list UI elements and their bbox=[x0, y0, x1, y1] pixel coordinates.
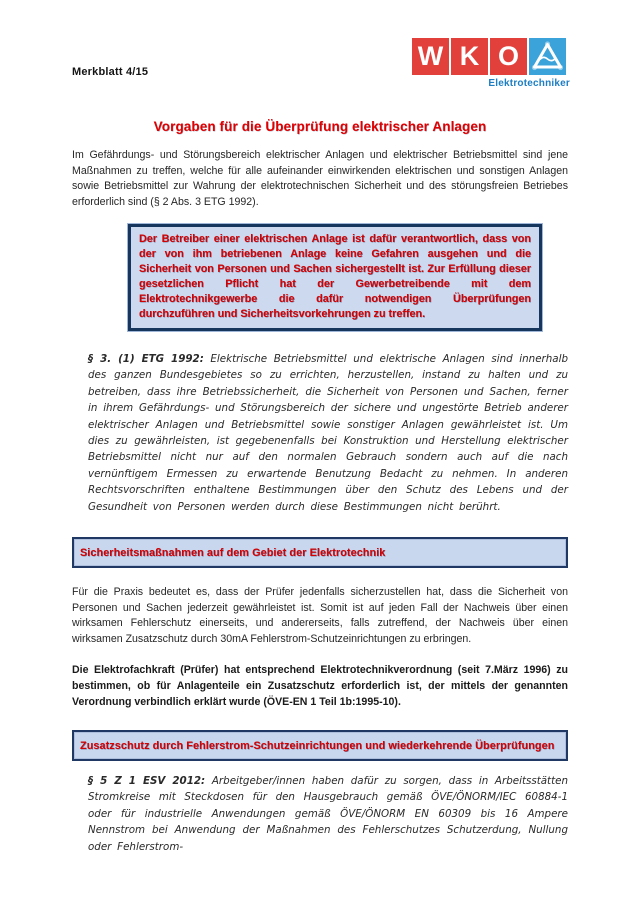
page-title: Vorgaben für die Überprüfung elektrischer Anlagen bbox=[153, 119, 487, 134]
quote-esv-body: Arbeitgeber/innen haben dafür zu sorgen, dass in Arbeitsstätten Stromkreise mit Steckdosen für den Hausgebrauch gemäß ÖVE/ÖNORM/IEC 60884-1 oder für industrielle Anwendungen gemäß ÖVE/ÖNORM EN 60309 bis 16 Ampere Nennstrom bei Anwendung der Maßnahmen des Fehlerschutzes Schutzerdung, Nullung oder Fehlerstrom- bbox=[88, 775, 568, 853]
notice-box-text: Der Betreiber einer elektrischen Anlage ist dafür verantwortlich, dass von der von ihm betriebenen Anlage keine Gefahren ausgehen und die Sicherheit von Personen und Sachen sichergestellt ist. Zur Erfüllung dieser gesetzlichen Pflicht hat der Gewerbetreibende mit dem Elektrotechnikgewerbe die dafür notwendigen Überprüfungen durchzuführen und Sicherheitsvorkehrungen zu treffen. bbox=[139, 233, 531, 320]
section-heading-2-label: Zusatzschutz durch Fehlerstrom-Schutzeinrichtungen und wiederkehrende Überprüfungen bbox=[80, 740, 555, 753]
elektrofachkraft-paragraph: Die Elektrofachkraft (Prüfer) hat entsprechend Elektrotechnikverordnung (seit 7.März 1996) zu bestimmen, ob für Anlagenteile ein Zusatzschutz erforderlich ist, der mittels der genannten Verordnung verbindlich erklärt wurde (ÖVE-EN 1 Teil 1b:1995-10). bbox=[72, 664, 568, 709]
logo-letter-w: W bbox=[412, 38, 449, 75]
intro-paragraph: Im Gefährdungs- und Störungsbereich elektrischer Anlagen und elektrischer Betriebsmittel sind jene Maßnahmen zu treffen, welche für alle aufeinander einwirkenden elektrischen und sonstigen Anlagen sowie Betriebsmittel zur Wahrung der elektrotechnischen Sicherheit und des störungsfreien Betriebes erforderlich sind (§ 2 Abs. 3 ETG 1992). bbox=[72, 149, 568, 208]
page-header bbox=[72, 0, 568, 100]
logo-brand-label: Elektrotechniker bbox=[488, 78, 570, 89]
logo-letter-k: K bbox=[451, 38, 488, 75]
wko-logo-squares bbox=[412, 38, 570, 75]
section-heading-zusatzschutz bbox=[72, 730, 568, 761]
quote-etg-citation: § 3. (1) ETG 1992: bbox=[88, 353, 204, 365]
wko-logo bbox=[412, 38, 570, 89]
praxis-paragraph: Für die Praxis bedeutet es, dass der Prüfer jedenfalls sicherzustellen hat, dass die Sicherheit von Personen und Sachen jederzeit gewährleistet ist. Somit ist auf jeden Fall der Nachweis über einen wirksamen Fehlerschutz einerseits, und andererseits, falls zutreffend, der Nachweis über einen wirksamen Zusatzschutz durch 30mA Fehlerstrom-Schutzeinrichtungen zu erbringen. bbox=[72, 586, 568, 645]
quote-etg-paragraph bbox=[88, 351, 568, 515]
quote-etg-body: Elektrische Betriebsmittel und elektrische Anlagen sind innerhalb des ganzen Bundesgebietes so zu errichten, herzustellen, instand zu halten und zu betreiben, dass ihre Betriebssicherheit, die Sicherheit von Personen und Sachen, ferner in ihrem Gefährdungs- und Störungsbereich der sichere und ungestörte Betrieb anderer elektrischer Anlagen und Betriebsmittel sowie sonstiger Anlagen gewährleistet ist. Um dies zu gewährleisten, ist gegebenenfalls bei Konstruktion und Herstellung elektrischer Betriebsmittel nicht nur auf den normalen Gebrauch sondern auch auf die nach vernünftigem Ermessen zu erwartende Benutzung Bedacht zu nehmen. In anderen Rechtsvorschriften enthaltene Bestimmungen über den Schutz des Lebens und der Gesundheit von Personen werden durch diese Bestimmungen nicht berührt. bbox=[88, 353, 568, 513]
guild-triangle-icon bbox=[529, 38, 566, 75]
section-heading-sicherheitsmassnahmen bbox=[72, 537, 568, 568]
logo-letter-o: O bbox=[490, 38, 527, 75]
quote-esv-citation: § 5 Z 1 ESV 2012: bbox=[88, 775, 206, 788]
notice-box bbox=[128, 224, 542, 331]
merkblatt-label: Merkblatt 4/15 bbox=[72, 66, 149, 78]
quote-esv-paragraph bbox=[88, 773, 568, 855]
section-heading-1-label: Sicherheitsmaßnahmen auf dem Gebiet der Elektrotechnik bbox=[80, 547, 386, 560]
